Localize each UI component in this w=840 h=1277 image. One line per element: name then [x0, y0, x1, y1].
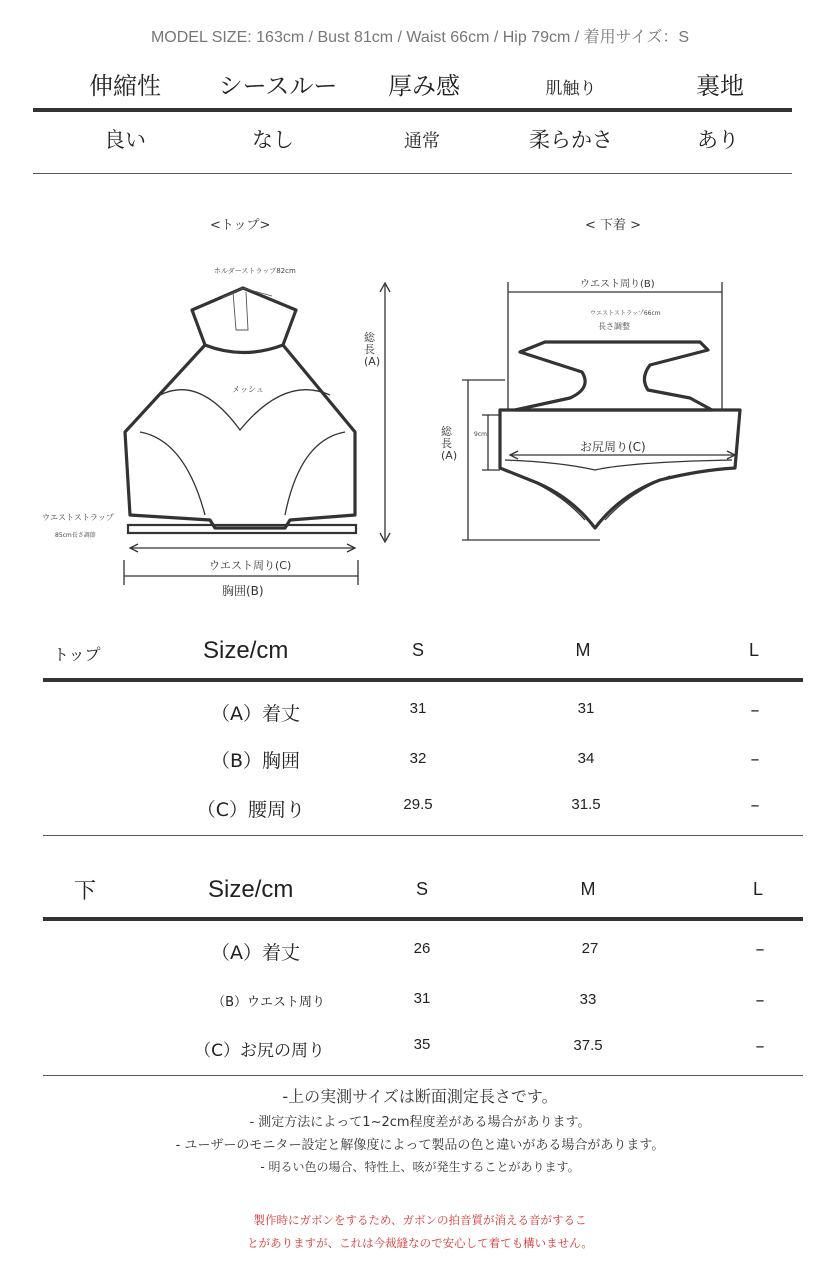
bottom-row-a-label: （A）着丈 [211, 942, 300, 964]
top-row-b-m: 34 [577, 750, 595, 767]
bottom-table-bottom-rule [43, 1075, 803, 1076]
diagram-bottom-title: < 下着 > [585, 218, 642, 233]
bottom-row-b-l: – [755, 990, 765, 1011]
warning-line-1: 製作時にガボンをするため、ガボンの拍音質が消える音がするこ [253, 1213, 587, 1227]
attr-value-thickness: 通常 [404, 131, 440, 152]
model-size-text: MODEL SIZE: 163cm / Bust 81cm / Waist 66cm / Hip 79cm / 着用サイズ：S [150, 29, 690, 46]
top-row-b-label: （B）胸囲 [210, 750, 300, 772]
top-row-c-l: – [750, 795, 760, 816]
bottom-row-b-m: 33 [579, 991, 597, 1008]
note-4: - 明るい色の場合、特性上、咳が発生することがあります。 [260, 1160, 580, 1174]
bottom-table-title: Size/cm [208, 876, 294, 903]
top-col-l: L [748, 640, 759, 660]
bottom-col-s: S [415, 879, 428, 899]
bottom-row-b-s: 31 [413, 990, 431, 1007]
bottom-row-a-m: 27 [581, 940, 599, 957]
bottom-garment-illustration [0, 0, 840, 620]
bottom-row-a-s: 26 [413, 940, 431, 957]
attr-label-stretch: 伸縮性 [89, 72, 161, 100]
note-1: -上の実測サイズは断面測定長さです。 [282, 1087, 558, 1106]
waist-strap-label: ウエストストラップ [42, 513, 114, 522]
bottom-row-c-s: 35 [413, 1036, 431, 1053]
attr-label-lining: 裏地 [696, 72, 744, 100]
top-bust-label: 胸囲(B) [222, 584, 264, 598]
bottom-row-a-l: – [755, 939, 765, 960]
bottom-waist-strap-label: ウエストストラップ66cm [590, 310, 661, 317]
top-col-s: S [411, 640, 424, 660]
mesh-label: メッシュ [232, 385, 264, 394]
top-row-a-m: 31 [577, 700, 595, 717]
bottom-adjust-label: 長さ調整 [598, 322, 630, 331]
attr-label-thickness: 厚み感 [388, 72, 460, 100]
top-row-c-label: （C）腰周り [196, 799, 305, 821]
attr-value-stretch: 良い [104, 128, 146, 152]
top-row-a-label: （A）着丈 [211, 703, 300, 725]
bottom-side-label: 9cm [474, 431, 487, 438]
bottom-row-c-m: 37.5 [573, 1037, 603, 1054]
note-3: - ユーザーのモニター設定と解像度によって製品の色と違いがある場合があります。 [175, 1138, 665, 1153]
top-row-a-l: – [750, 700, 760, 721]
top-row-b-s: 32 [409, 750, 427, 767]
top-row-b-l: – [750, 749, 760, 770]
warning-line-2: とがありますが、これは今裁縫なので安心して着ても構いません。 [247, 1236, 593, 1250]
attr-value-seethrough: なし [252, 128, 294, 152]
top-col-m: M [575, 640, 591, 660]
top-waist-label: ウエスト周り(C) [209, 559, 292, 572]
bottom-hip-label: お尻周り(C) [580, 440, 646, 454]
top-table-section: トップ [53, 645, 101, 664]
diagram-top-title: <トップ> [210, 218, 271, 233]
bottom-col-l: L [752, 879, 763, 899]
bottom-row-c-label: （C）お尻の周り [194, 1041, 325, 1061]
holder-strap-label: ホルダーストラップ82cm [214, 267, 296, 275]
bottom-table-header-rule [43, 917, 803, 921]
bottom-col-m: M [580, 879, 596, 899]
waist-strap-note: 85cm長さ調節 [55, 532, 96, 539]
top-row-a-s: 31 [409, 700, 427, 717]
bottom-row-c-l: – [755, 1036, 765, 1057]
bottom-length-label: 総長(A) [441, 425, 458, 462]
attr-value-lining: あり [697, 128, 739, 152]
bottom-waist-label: ウエスト周り(B) [580, 279, 655, 290]
top-row-c-m: 31.5 [571, 796, 601, 813]
attr-label-texture: 肌触り [545, 79, 597, 99]
attr-value-texture: 柔らかさ [529, 128, 613, 152]
bottom-table-section: 下 [74, 879, 97, 904]
top-table-bottom-rule [43, 835, 803, 836]
note-2: - 測定方法によって1~2cm程度差がある場合があります。 [249, 1115, 591, 1130]
bottom-row-b-label: （B）ウエスト周り [212, 995, 325, 1010]
top-length-label: 総長(A) [364, 331, 381, 368]
top-table-header-rule [43, 678, 803, 682]
attr-label-seethrough: シースルー [218, 72, 338, 100]
top-row-c-s: 29.5 [403, 796, 433, 813]
top-table-title: Size/cm [203, 637, 289, 664]
